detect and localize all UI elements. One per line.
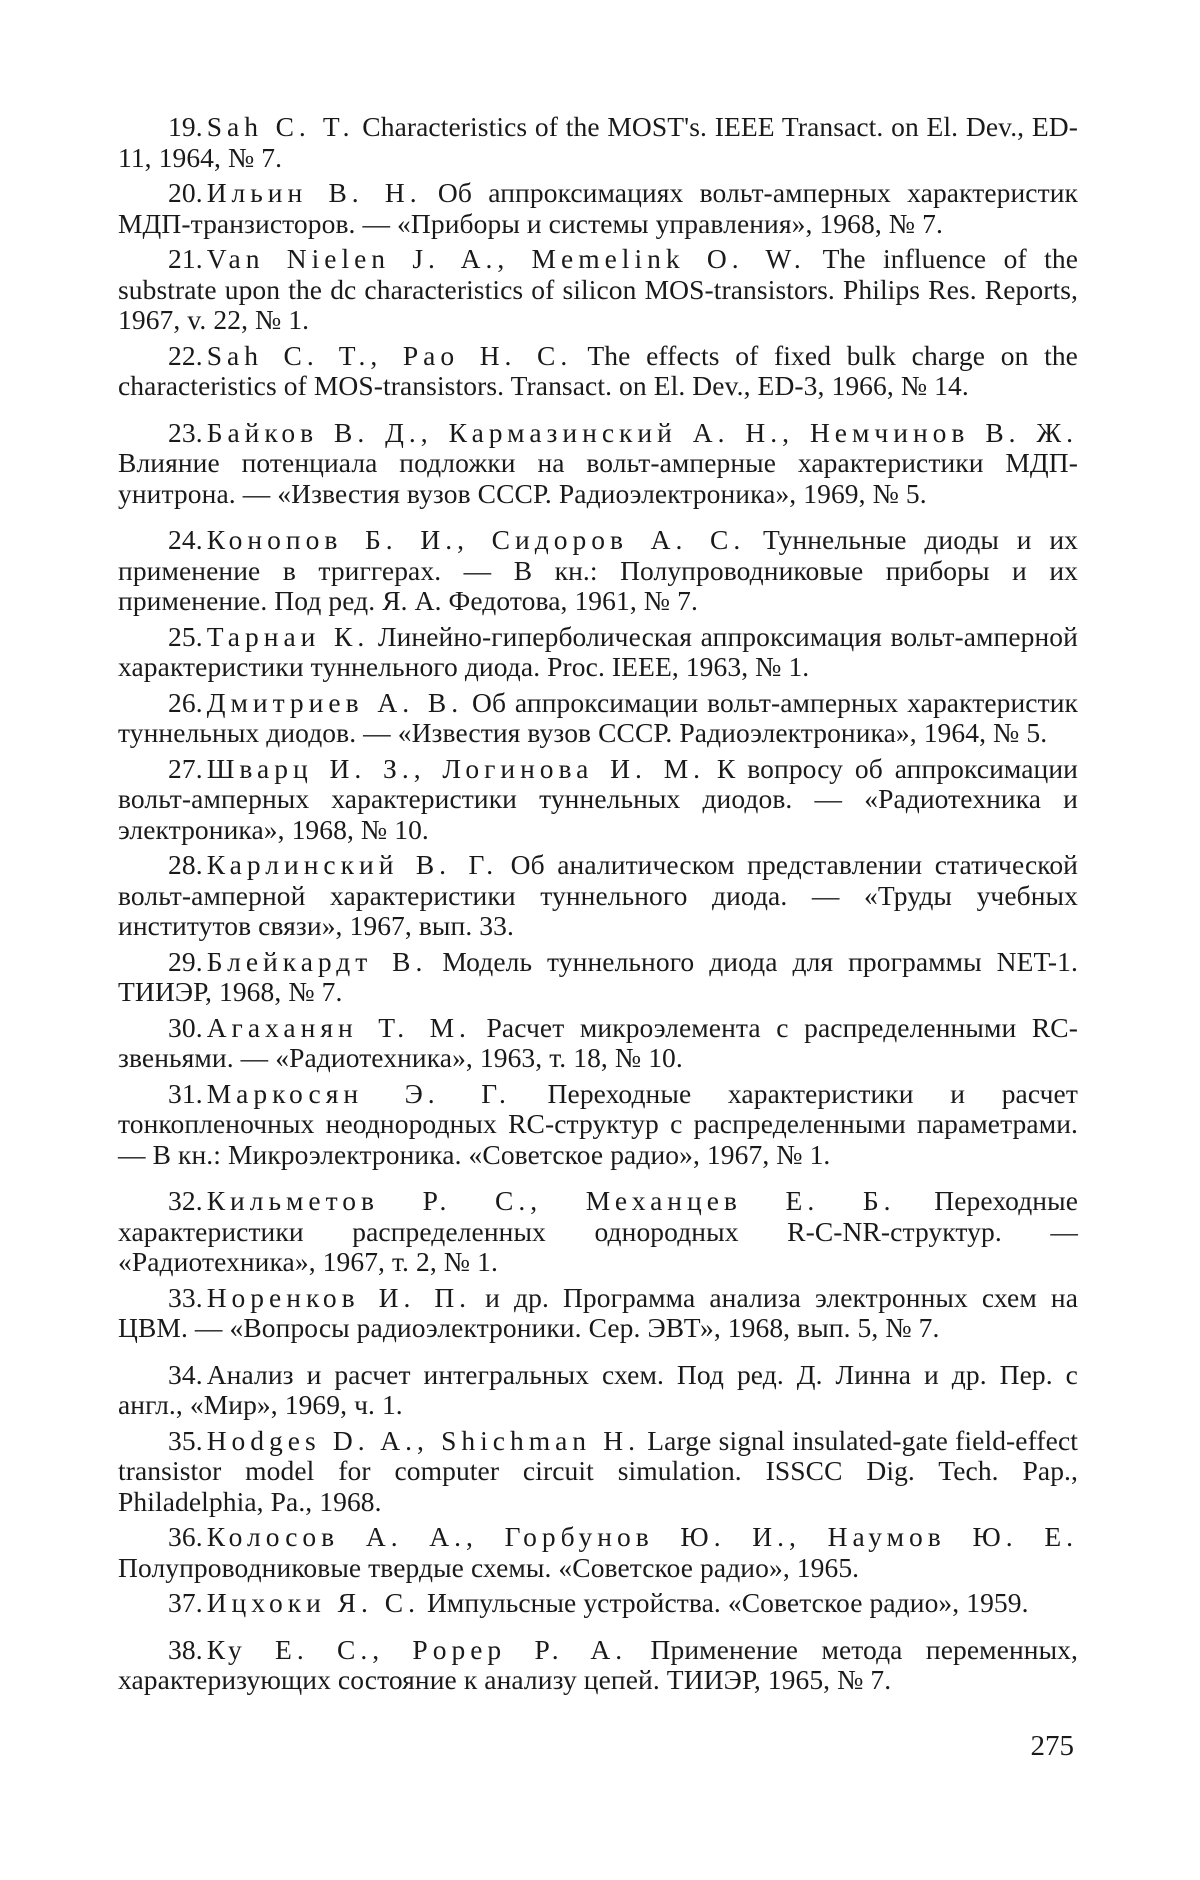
reference-27: [118, 754, 1078, 846]
reference-number: 32.: [168, 1185, 203, 1216]
reference-authors: Ку Е. С., Popep P. A.: [206, 1633, 628, 1665]
reference-text: Об аппроксимациях вольт-амперных характеристик МДП-транзисторов. — «Приборы и системы управления», 1968, № 7.: [118, 177, 1078, 239]
reference-number: 29.: [168, 945, 203, 977]
reference-authors: Маркосян Э. Г.: [206, 1077, 511, 1109]
reference-authors: Шварц И. З., Логинова И. М.: [206, 752, 706, 784]
reference-authors: Sah C. T.: [206, 111, 355, 142]
reference-number: 35.: [168, 1424, 203, 1456]
reference-number: 30.: [168, 1011, 203, 1043]
reference-number: 26.: [168, 686, 203, 718]
reference-text: Переходные характеристики и расчет тонкопленочных неоднородных RC-структур с распределенными параметрами. — В кн.: Микроэлектроника. «Советское радио», 1967, № 1.: [118, 1077, 1078, 1170]
reference-text: Туннельные диоды и их применение в триггерах. — В кн.: Полупроводниковые приборы и их применение. Под ред. Я. А. Федотова, 1961, № 7.: [118, 524, 1079, 616]
reference-text: и др. Программа анализа электронных схем на ЦВМ. — «Вопросы радиоэлектроники. Сер. ЭВТ», 1968, вып. 5, № 7.: [118, 1281, 1078, 1343]
reference-30: [118, 1013, 1078, 1074]
reference-text: Применение метода переменных, характеризующих состояние к анализу цепей. ТИИЭР, 1965, № 7.: [118, 1633, 1078, 1695]
reference-authors: Агаханян Т. М.: [206, 1011, 471, 1043]
reference-31: [118, 1079, 1078, 1171]
reference-24: [118, 525, 1078, 617]
reference-authors: Кильметов Р. С., Механцев Е. Б.: [206, 1185, 896, 1216]
reference-text: К вопросу об аппроксимации вольт-амперных характеристики туннельных диодов. — «Радиотехника и электроника», 1968, № 10.: [118, 752, 1078, 845]
reference-23: [118, 418, 1078, 510]
reference-25: [118, 622, 1078, 683]
reference-text: Линейно-гиперболическая аппроксимация вольт-амперной характеристики туннельного диода. Proc. IEEE, 1963, № 1.: [118, 620, 1078, 682]
reference-authors: Конопов Б. И., Сидоров А. С.: [206, 524, 746, 555]
reference-number: 19.: [168, 111, 203, 142]
reference-text: Импульсные устройства. «Советское радио», 1959.: [419, 1587, 1029, 1618]
reference-text: Переходные характеристики распределенных однородных R-C-NR-структур. — «Радиотехника», 1967, т. 2, № 1.: [118, 1185, 1079, 1277]
reference-authors: Байков В. Д., Кармазинский А. Н., Немчинов В. Ж.: [206, 416, 1078, 448]
reference-text: The influence of the substrate upon the dc characteristics of silicon MOS-transistors. Philips Res. Reports, 1967, v. 22, № 1.: [118, 243, 1078, 335]
reference-authors: Hodges D. A., Shichman H.: [206, 1424, 640, 1456]
reference-number: 20.: [168, 177, 203, 208]
reference-number: 25.: [168, 620, 203, 652]
reference-text: Анализ и расчет интегральных схем. Под ред. Д. Линна и др. Пер. с англ., «Мир», 1969, ч. 1.: [118, 1358, 1078, 1420]
reference-34: [118, 1360, 1078, 1421]
reference-38: [118, 1635, 1078, 1696]
reference-number: 31.: [168, 1077, 203, 1109]
reference-text: Об аппроксимации вольт-амперных характеристик туннельных диодов. — «Известия вузов СССР. Радиоэлектроника», 1964, № 5.: [118, 686, 1078, 748]
reference-number: 22.: [168, 339, 203, 371]
reference-number: 33.: [168, 1281, 203, 1313]
reference-text: Модель туннельного диода для программы NET-1. ТИИЭР, 1968, № 7.: [118, 945, 1078, 1007]
reference-33: [118, 1283, 1078, 1344]
reference-26: [118, 688, 1078, 749]
reference-authors: Ильин В. Н.: [206, 177, 422, 208]
reference-21: [118, 244, 1078, 336]
reference-authors: Карлинский В. Г.: [206, 849, 499, 880]
reference-number: 37.: [168, 1587, 203, 1618]
reference-36: [118, 1522, 1078, 1583]
reference-text: Полупроводниковые твердые схемы. «Советское радио», 1965.: [118, 1551, 860, 1583]
reference-text: The effects of fixed bulk charge on the characteristics of MOS-transistors. Transact. on El. Dev., ED-3, 1966, № 14.: [118, 339, 1078, 401]
reference-authors: Sah C. T., Pao H. C.: [206, 339, 573, 371]
reference-number: 38.: [168, 1633, 203, 1665]
reference-number: 36.: [168, 1521, 203, 1552]
reference-number: 34.: [168, 1358, 203, 1390]
reference-list: [118, 112, 1078, 1701]
reference-authors: Van Nielen J. A., Memelink O. W.: [206, 243, 806, 274]
reference-number: 23.: [168, 416, 203, 448]
reference-authors: Блейкардт В.: [206, 945, 428, 977]
reference-37: [118, 1588, 1078, 1619]
reference-text: Large signal insulated-gate field-effect transistor model for computer circuit simulation. ISSCC Dig. Tech. Pap., Philadelphia, Pa., 1968.: [118, 1424, 1078, 1517]
reference-29: [118, 947, 1078, 1008]
reference-19: [118, 112, 1078, 173]
page-number: 275: [1030, 1730, 1074, 1762]
reference-number: 24.: [168, 524, 203, 555]
reference-number: 21.: [168, 243, 203, 274]
reference-text: Об аналитическом представлении статической вольт-амперной характеристики туннельного диода. — «Труды учебных институтов связи», 1967, вып. 33.: [118, 849, 1078, 941]
reference-authors: Дмитриев А. В.: [206, 686, 464, 718]
reference-authors: Тарнаи К.: [206, 620, 370, 652]
reference-number: 28.: [168, 849, 203, 880]
reference-35: [118, 1426, 1078, 1518]
reference-28: [118, 850, 1078, 942]
reference-authors: Колосов А. А., Горбунов Ю. И., Наумов Ю. Е.: [206, 1521, 1078, 1552]
reference-text: Characteristics of the MOST's. IEEE Transact. on El. Dev., ED-11, 1964, № 7.: [118, 111, 1078, 173]
reference-text: Влияние потенциала подложки на вольт-амперные характеристики МДП-унитрона. — «Известия вузов СССР. Радиоэлектроника», 1969, № 5.: [118, 447, 1078, 509]
reference-number: 27.: [168, 752, 203, 784]
reference-authors: Норенков И. П.: [206, 1281, 472, 1313]
reference-20: [118, 178, 1078, 239]
reference-32: [118, 1186, 1078, 1278]
reference-22: [118, 341, 1078, 402]
reference-text: Расчет микроэлемента с распределенными RC-звеньями. — «Радиотехника», 1963, т. 18, № 10.: [118, 1011, 1078, 1073]
reference-authors: Ицхоки Я. С.: [206, 1587, 420, 1618]
